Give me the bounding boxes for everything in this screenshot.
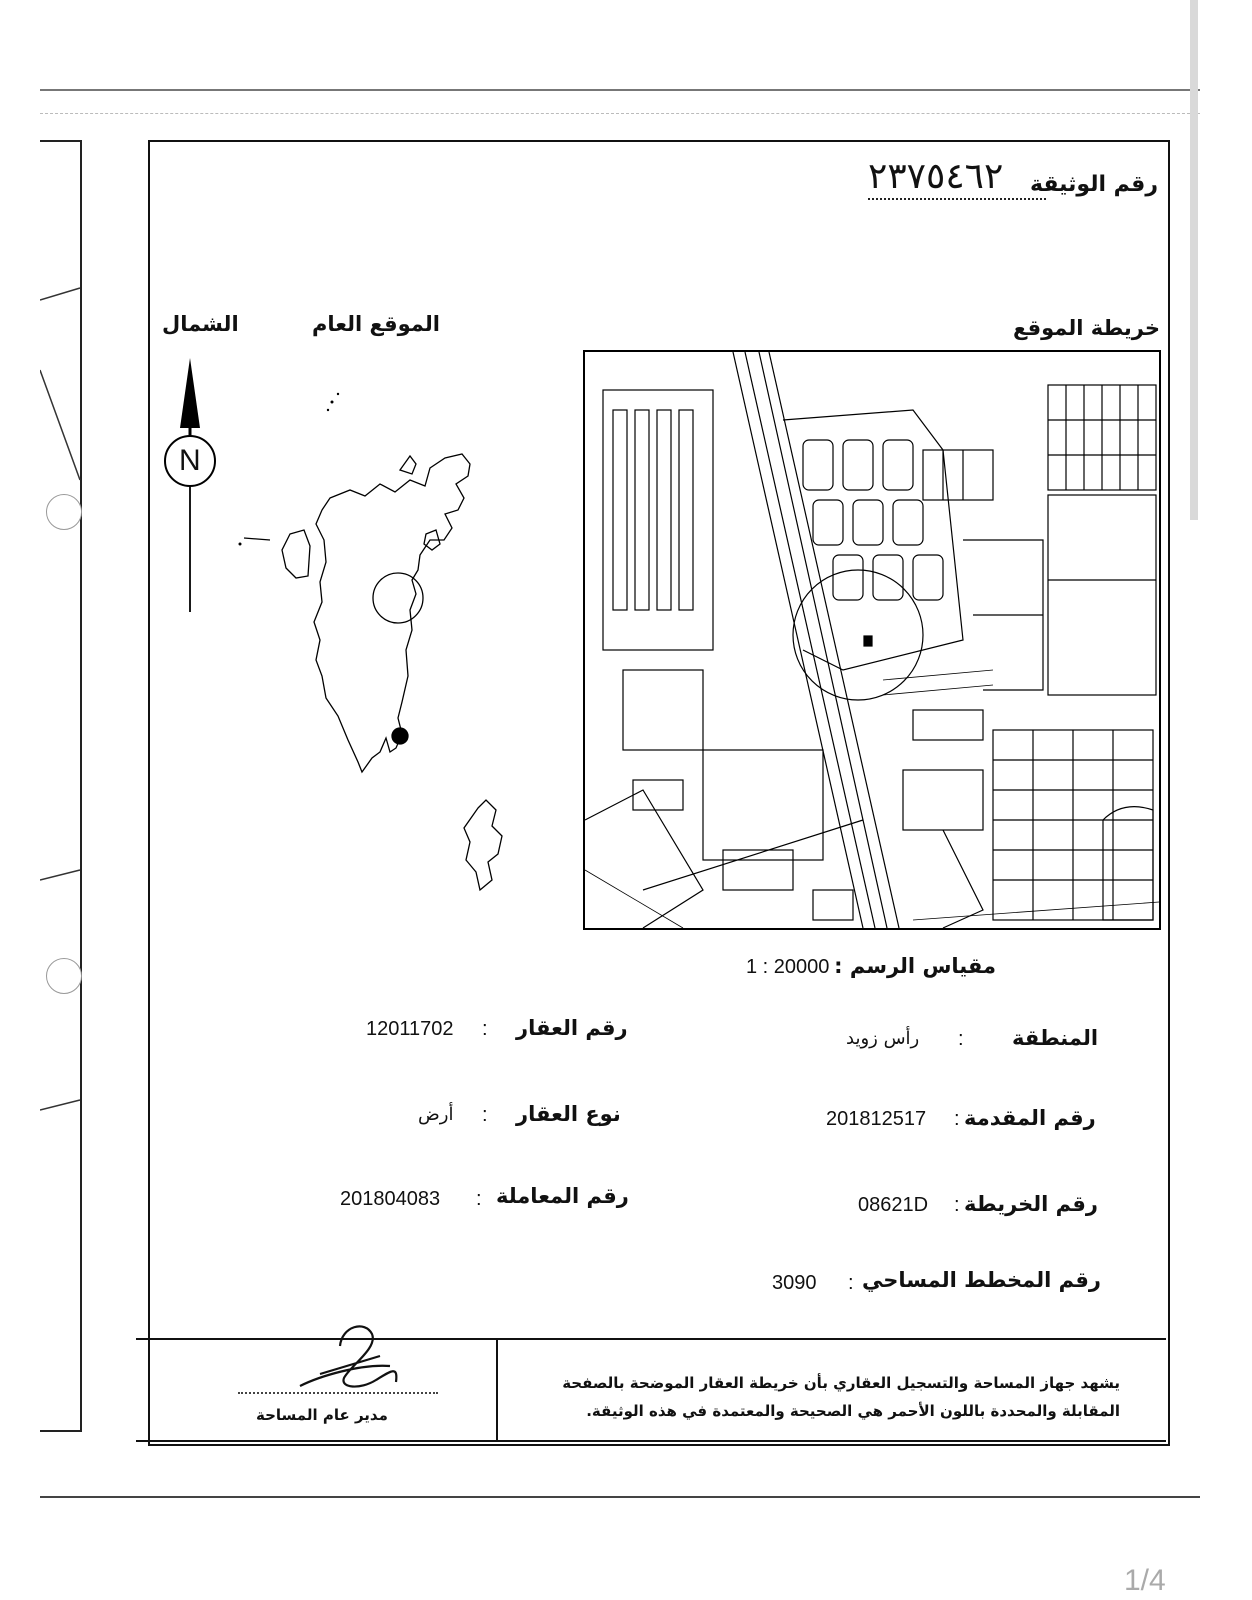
field-colon: : [848,1272,854,1294]
field-colon: : [476,1188,482,1210]
region-label: المنطقة [1012,1026,1099,1050]
doc-number-label: رقم الوثيقة [1030,172,1158,197]
left-margin-marks [40,280,90,1180]
scan-right-bar [1190,0,1198,520]
site-map-title: خريطة الموقع [1012,316,1160,340]
signature [280,1316,420,1396]
map-number-label: رقم الخريطة [964,1192,1098,1216]
scale-label: مقياس الرسم : [834,954,996,978]
map-number-value: 08621D [858,1194,929,1216]
scan-bottom-line [40,1496,1200,1498]
region-value: رأس زويد [846,1028,920,1049]
application-number-label: رقم المقدمة [964,1106,1096,1130]
page-indicator: 1/4 [1124,1564,1166,1597]
signatory-title: مدير عام المساحة [256,1406,388,1424]
certification-line-2: المقابلة والمحددة باللون الأحمر هي الصحيحة والمعتمدة في هذه الوثيقة. [586,1402,1120,1420]
field-colon: : [954,1108,960,1130]
property-type-value: أرض [418,1104,454,1125]
field-colon: : [482,1104,488,1126]
scan-top-dotted [40,113,1200,114]
field-colon: : [482,1018,488,1040]
bahrain-outline-map [230,380,530,920]
certification-line-1: يشهد جهاز المساحة والتسجيل العقاري بأن خريطة العقار الموضحة بالصفحة [562,1374,1120,1392]
north-letter: N [179,444,201,477]
survey-plan-number-value: 3090 [772,1272,817,1294]
transaction-number-label: رقم المعاملة [496,1184,629,1208]
site-map [583,350,1161,930]
field-colon: : [954,1194,960,1216]
north-label: الشمال [162,312,239,336]
survey-plan-number-label: رقم المخطط المساحي [862,1268,1101,1292]
north-arrow [150,350,230,620]
property-number-value: 12011702 [366,1018,454,1040]
certification-divider [496,1340,498,1440]
property-type-label: نوع العقار [516,1102,621,1126]
property-number-label: رقم العقار [516,1016,628,1040]
doc-number-value: ٢٣٧٥٤٦٢ [868,156,1004,197]
doc-number-underline [868,198,1046,200]
transaction-number-value: 201804083 [340,1188,441,1210]
scale-value: 1 : 20000 [746,956,830,978]
scan-top-line [40,89,1200,91]
application-number-value: 201812517 [826,1108,927,1130]
signature-line [238,1392,438,1394]
field-colon: : [958,1028,964,1050]
general-location-title: الموقع العام [312,312,440,336]
